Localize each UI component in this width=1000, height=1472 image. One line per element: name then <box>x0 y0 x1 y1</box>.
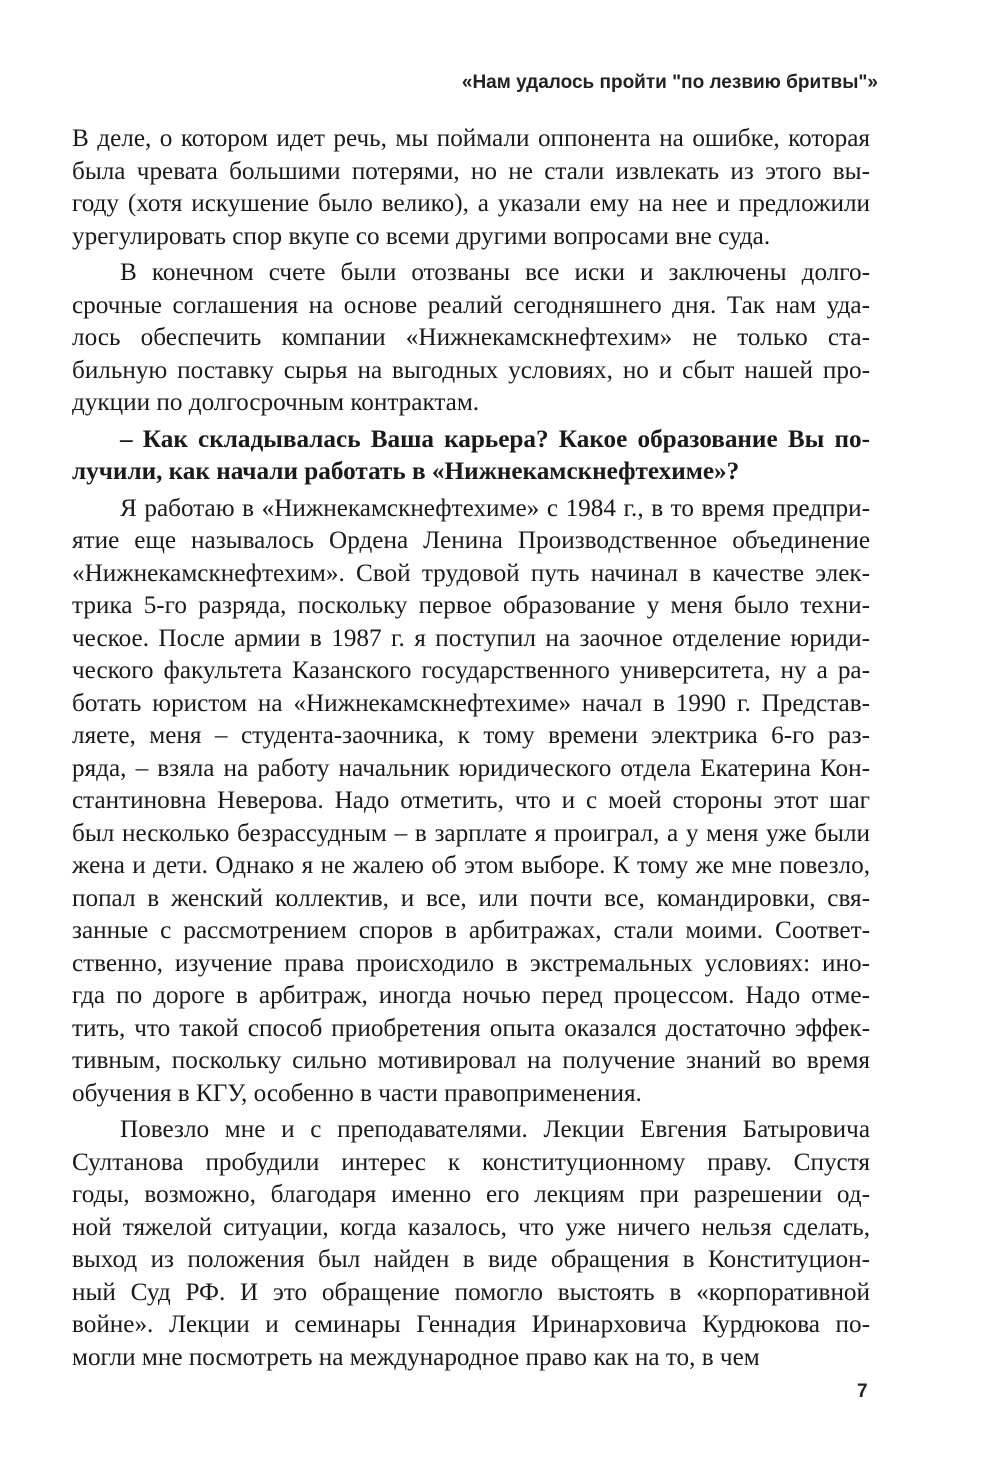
text-line: году (хотя искушение было велико), а указали ему на нее и предложили <box>72 190 870 217</box>
paragraph <box>72 123 870 253</box>
text-line: ботать юристом на «Нижнекамскнефтехиме» начал в 1990 г. Представ- <box>72 689 870 717</box>
text-line: ряда, – взяла на работу начальник юридического отдела Екатерина Кон- <box>72 754 870 782</box>
text-line: Султанова пробудили интерес к конституционному праву. Спустя <box>72 1148 870 1176</box>
text-line: занные с рассмотрением споров в арбитражах, стали моими. Соответ- <box>72 917 870 944</box>
text-line: лось обеспечить компании «Нижнекамскнефтехим» не только ста- <box>72 324 870 351</box>
text-line: ной тяжелой ситуации, когда казалось, что уже ничего нельзя сделать, <box>72 1213 870 1241</box>
text-line: гда по дороге в арбитраж, иногда ночью перед процессом. Надо отме- <box>72 982 870 1009</box>
text-line: тить, что такой способ приобретения опыта оказался достаточно эффек- <box>72 1014 870 1042</box>
text-line: ный Суд РФ. И это обращение помогло выстоять в «корпоративной <box>72 1278 870 1306</box>
text-line: – Как складывалась Ваша карьера? Какое образование Вы по- <box>120 425 870 453</box>
text-line: дукции по долгосрочным контрактам. <box>72 389 480 416</box>
text-line: выход из положения был найден в виде обращения в Конституцион- <box>72 1246 870 1273</box>
text-line: В конечном счете были отозваны все иски и заключены долго- <box>120 259 870 286</box>
paragraph <box>72 1114 870 1374</box>
text-line: урегулировать спор вкупе со всеми другими вопросами вне суда. <box>72 222 771 250</box>
page-number: 7 <box>857 1381 868 1402</box>
text-line: Повезло мне и с преподавателями. Лекции Евгения Батыровича <box>120 1116 870 1143</box>
text-line: ческого факультета Казанского государственного университета, ну а ра- <box>72 657 870 684</box>
text-line: бильную поставку сырья на выгодных условиях, но и сбыт нашей про- <box>72 356 870 384</box>
text-line: годы, возможно, благодаря именно его лекциям при разрешении од- <box>72 1181 870 1208</box>
text-line: могли мне посмотреть на международное право как на то, в чем <box>72 1343 760 1371</box>
text-line: трика 5-го разряда, поскольку первое образование у меня было техни- <box>72 592 870 619</box>
text-line: жена и дети. Однако я не жалею об этом выборе. К тому же мне повезло, <box>72 852 870 879</box>
text-line: тивным, поскольку сильно мотивировал на получение знаний во время <box>72 1047 870 1074</box>
text-line: ственно, изучение права происходило в экстремальных условиях: ино- <box>72 949 870 977</box>
text-line: войне». Лекции и семинары Геннадия Иринарховича Курдюкова по- <box>72 1311 870 1338</box>
text-line: ляете, меня – студента-заочника, к тому времени электрика 6-го раз- <box>72 722 870 749</box>
text-line: была чревата большими потерями, но не стали извлекать из этого вы- <box>72 157 870 185</box>
text-line: был несколько безрассудным – в зарплате я проиграл, а у меня уже были <box>72 819 870 847</box>
page-text <box>72 123 870 1374</box>
paragraph <box>72 493 870 1111</box>
text-line: срочные соглашения на основе реалий сегодняшнего дня. Так нам уда- <box>72 291 870 319</box>
paragraph <box>72 257 870 420</box>
text-line: стантиновна Неверова. Надо отметить, что и с моей стороны этот шаг <box>72 787 870 814</box>
text-line: ческое. После армии в 1987 г. я поступил на заочное отделение юриди- <box>72 624 870 652</box>
text-line: В деле, о котором идет речь, мы поймали оппонента на ошибке, которая <box>72 125 870 152</box>
text-line: обучения в КГУ, особенно в части правоприменения. <box>72 1079 642 1107</box>
text-line: лучили, как начали работать в «Нижнекамскнефтехиме»? <box>72 458 740 485</box>
interview-question <box>72 424 870 489</box>
running-head: «Нам удалось пройти "по лезвию бритвы"» <box>461 72 878 93</box>
text-line: «Нижнекамскнефтехим». Свой трудовой путь начинал в качестве элек- <box>72 559 870 587</box>
text-line: попал в женский коллектив, и все, или почти все, командировки, свя- <box>72 884 870 912</box>
text-line: ятие еще называлось Ордена Ленина Производственное объединение <box>72 527 870 554</box>
text-line: Я работаю в «Нижнекамскнефтехиме» с 1984 г., в то время предпри- <box>120 494 870 522</box>
